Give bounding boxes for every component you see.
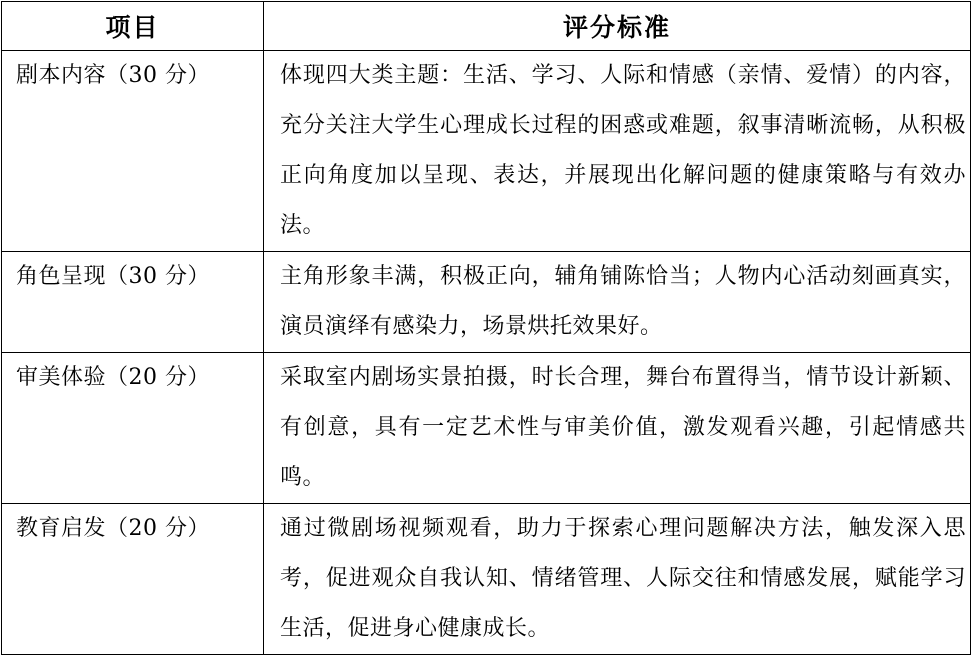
table-row [2,252,971,353]
header-item: 项目 [2,2,264,51]
row-standard-education: 通过微剧场视频观看，助力于探索心理问题解决方法，触发深入思考，促进观众自我认知、情绪管理、人际交往和情感发展，赋能学习生活，促进身心健康成长。 [264,504,971,655]
row-item-education: 教育启发（20 分） [2,504,264,655]
row-item-script: 剧本内容（30 分） [2,51,264,252]
table-row [2,504,971,655]
table-row [2,51,971,252]
scoring-criteria-table [1,1,971,655]
row-standard-role: 主角形象丰满，积极正向，辅角铺陈恰当；人物内心活动刻画真实，演员演绎有感染力，场景烘托效果好。 [264,252,971,353]
row-item-role: 角色呈现（30 分） [2,252,264,353]
row-item-aesthetic: 审美体验（20 分） [2,353,264,504]
table-header-row [2,2,971,51]
table-row [2,353,971,504]
row-standard-script: 体现四大类主题：生活、学习、人际和情感（亲情、爱情）的内容，充分关注大学生心理成长过程的困惑或难题，叙事清晰流畅，从积极正向角度加以呈现、表达，并展现出化解问题的健康策略与有效办法。 [264,51,971,252]
header-standard: 评分标准 [264,2,971,51]
row-standard-aesthetic: 采取室内剧场实景拍摄，时长合理，舞台布置得当，情节设计新颖、有创意，具有一定艺术性与审美价值，激发观看兴趣，引起情感共鸣。 [264,353,971,504]
